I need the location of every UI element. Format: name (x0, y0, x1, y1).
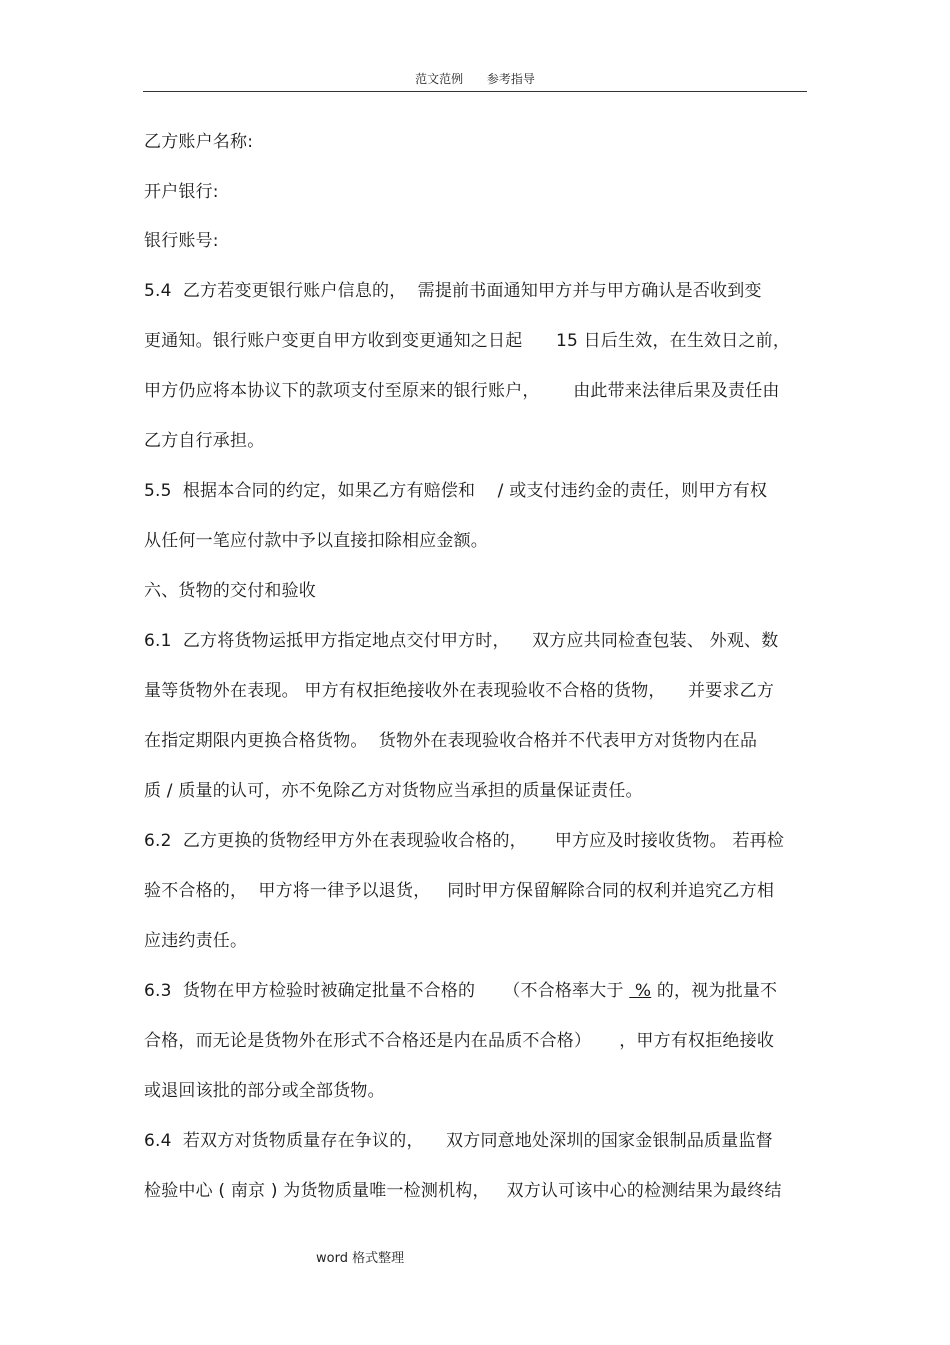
text-line: 5.4 乙方若变更银行账户信息的， 需提前书面通知甲方并与甲方确认是否收到变 (144, 281, 762, 301)
text-line: 验不合格的， 甲方将一律予以退货， 同时甲方保留解除合同的权利并追究乙方相 (144, 881, 775, 901)
text-line: 6.4 若双方对货物质量存在争议的， 双方同意地处深圳的国家金银制品质量监督 (144, 1131, 773, 1151)
text-line: 更通知。银行账户变更自甲方收到变更通知之日起 15 日后生效，在生效日之前， (144, 331, 791, 351)
text-line: 合格，而无论是货物外在形式不合格还是内在品质不合格） ，甲方有权拒绝接收 (144, 1031, 775, 1051)
text-line: 6.1 乙方将货物运抵甲方指定地点交付甲方时， 双方应共同检查包装、 外观、数 (144, 631, 779, 651)
text-line: 应违约责任。 (144, 931, 248, 951)
text-line-6-3-before: 6.3 货物在甲方检验时被确定批量不合格的 （不合格率大于 (144, 981, 630, 1001)
page-footer: word 格式整理 (316, 1251, 405, 1266)
rate-blank: % (629, 981, 652, 1001)
text-line: 6.2 乙方更换的货物经甲方外在表现验收合格的， 甲方应及时接收货物。 若再检 (144, 831, 785, 851)
text-line: 在指定期限内更换合格货物。 货物外在表现验收合格并不代表甲方对货物内在品 (144, 731, 758, 751)
text-line-6-3-after: 的，视为批量不 (651, 981, 778, 1001)
section-heading: 六、货物的交付和验收 (144, 581, 316, 601)
header-left-text: 范文范例 (415, 72, 464, 86)
text-line: 从任何一笔应付款中予以直接扣除相应金额。 (144, 531, 488, 551)
text-line: 银行账号: (144, 231, 219, 251)
text-line: 或退回该批的部分或全部货物。 (144, 1081, 385, 1101)
page-header (0, 70, 950, 88)
text-line: 甲方仍应将本协议下的款项支付至原来的银行账户， 由此带来法律后果及责任由 (144, 381, 780, 401)
header-rule (143, 91, 807, 92)
text-line: 质 / 质量的认可，亦不免除乙方对货物应当承担的质量保证责任。 (144, 781, 643, 801)
text-line: 量等货物外在表现。 甲方有权拒绝接收外在表现验收不合格的货物， 并要求乙方 (144, 681, 775, 701)
text-line: 检验中心 ( 南京 ) 为货物质量唯一检测机构， 双方认可该中心的检测结果为最终结 (144, 1181, 782, 1201)
text-line: 5.5 根据本合同的约定，如果乙方有赔偿和 / 或支付违约金的责任，则甲方有权 (144, 481, 768, 501)
header-right-text: 参考指导 (486, 72, 535, 86)
text-line: 开户银行: (144, 182, 219, 202)
text-line-6-3 (144, 979, 814, 1003)
text-line: 乙方自行承担。 (144, 431, 265, 451)
text-line: 乙方账户名称: (144, 132, 254, 152)
